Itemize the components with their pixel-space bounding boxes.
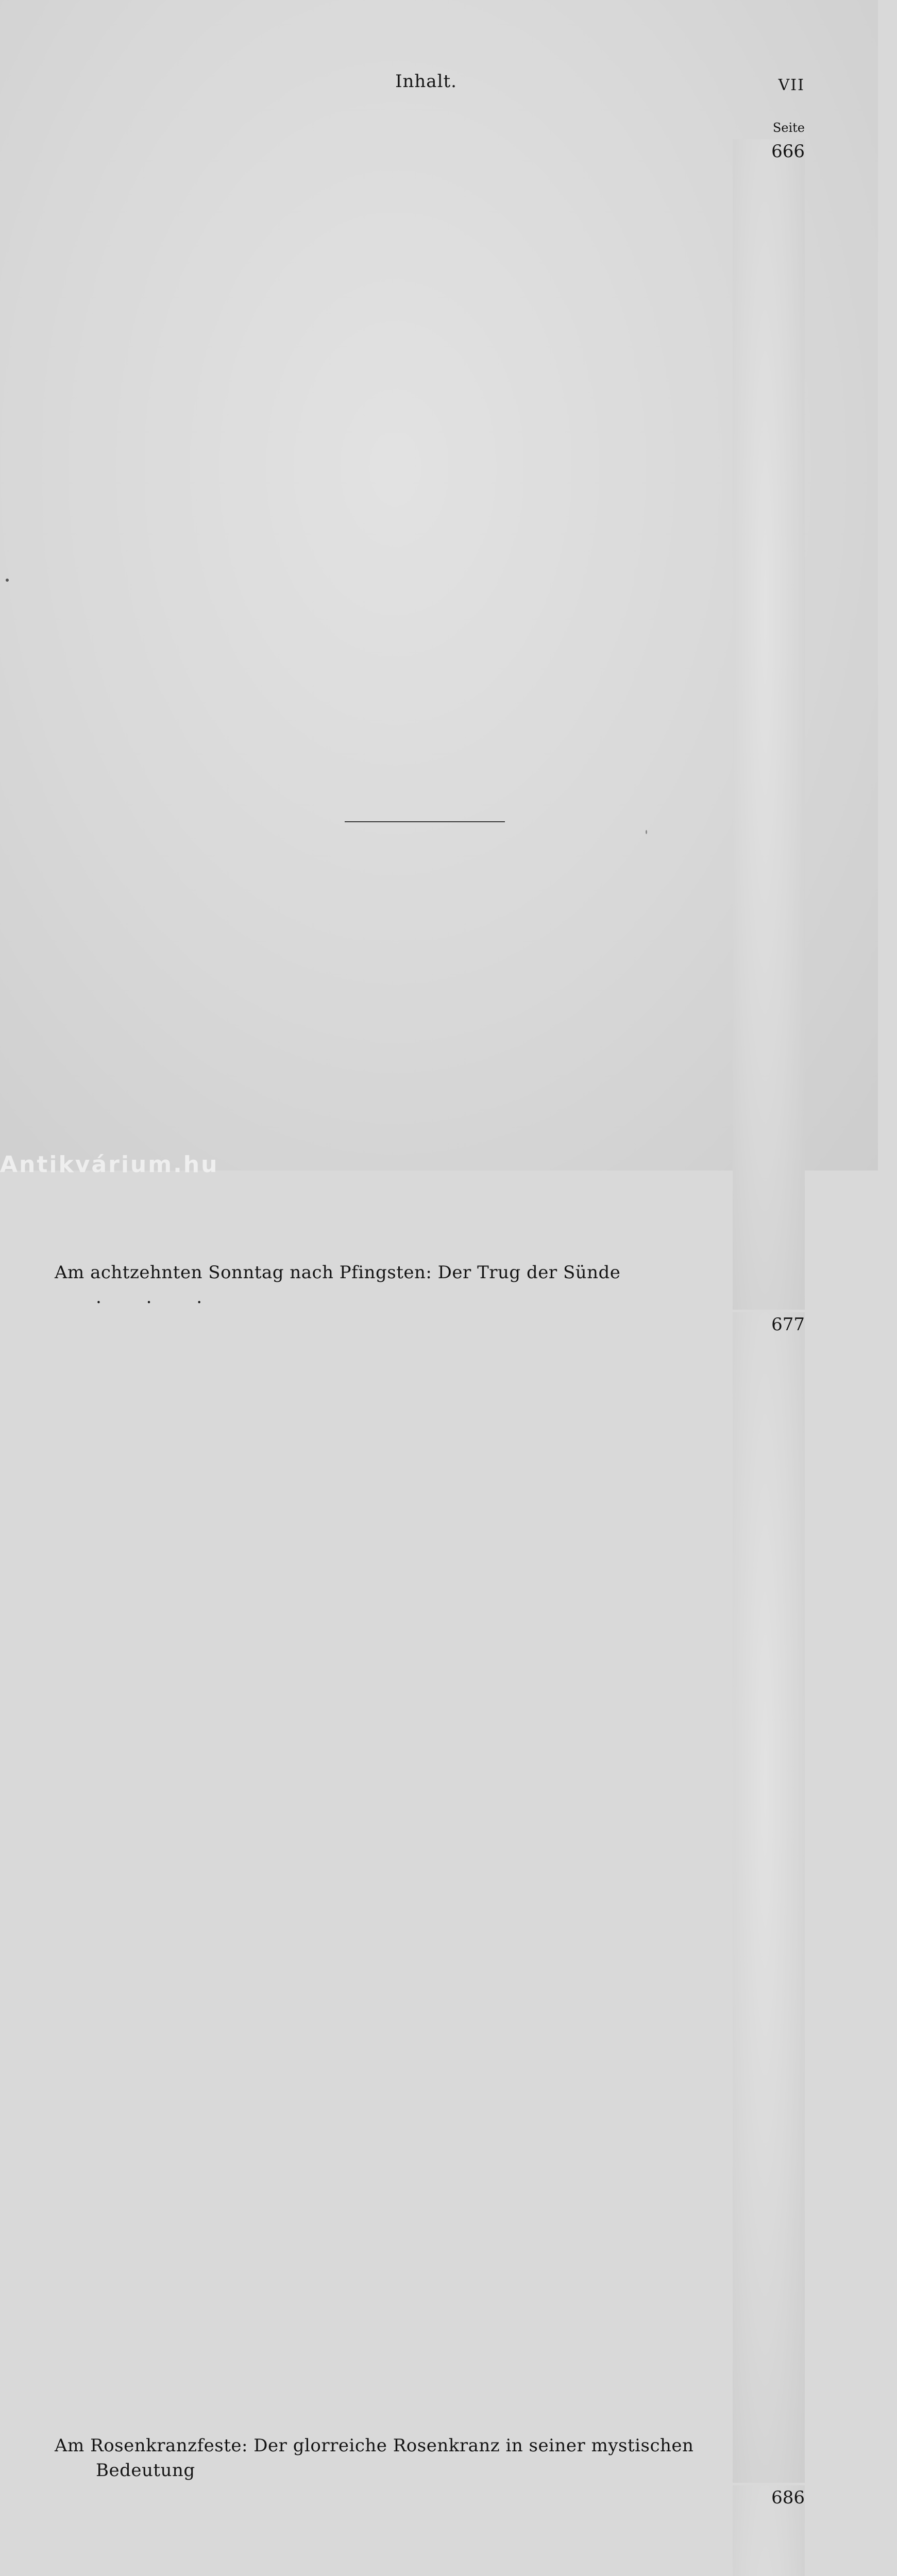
page-column-label: Seite (772, 121, 805, 135)
watermark: Antikvárium.hu (0, 1151, 219, 1178)
toc-entry (55, 1312, 805, 2483)
page-number: VII (778, 76, 805, 94)
table-of-contents (55, 139, 805, 2576)
toc-entry-text: Am Rosenkranzfeste: Der glorreiche Rosenkranz in seiner mystischen Bedeutung (55, 2435, 694, 2481)
section-divider (345, 821, 505, 822)
paper-speck (646, 830, 647, 834)
toc-entry-page: 686 (733, 2485, 805, 2576)
toc-entry-page: 677 (733, 1312, 805, 2483)
paper-speck (6, 579, 9, 582)
page-title: Inhalt. (395, 71, 457, 92)
toc-entry-text: Am achtzehnten Sonntag nach Pfingsten: Der Trug der Sünde . . . (55, 1262, 621, 1308)
dot-leader: . . . (96, 1287, 222, 1308)
toc-entry (55, 139, 805, 1310)
toc-entry (55, 2485, 805, 2576)
toc-entry-page: 666 (733, 139, 805, 1310)
